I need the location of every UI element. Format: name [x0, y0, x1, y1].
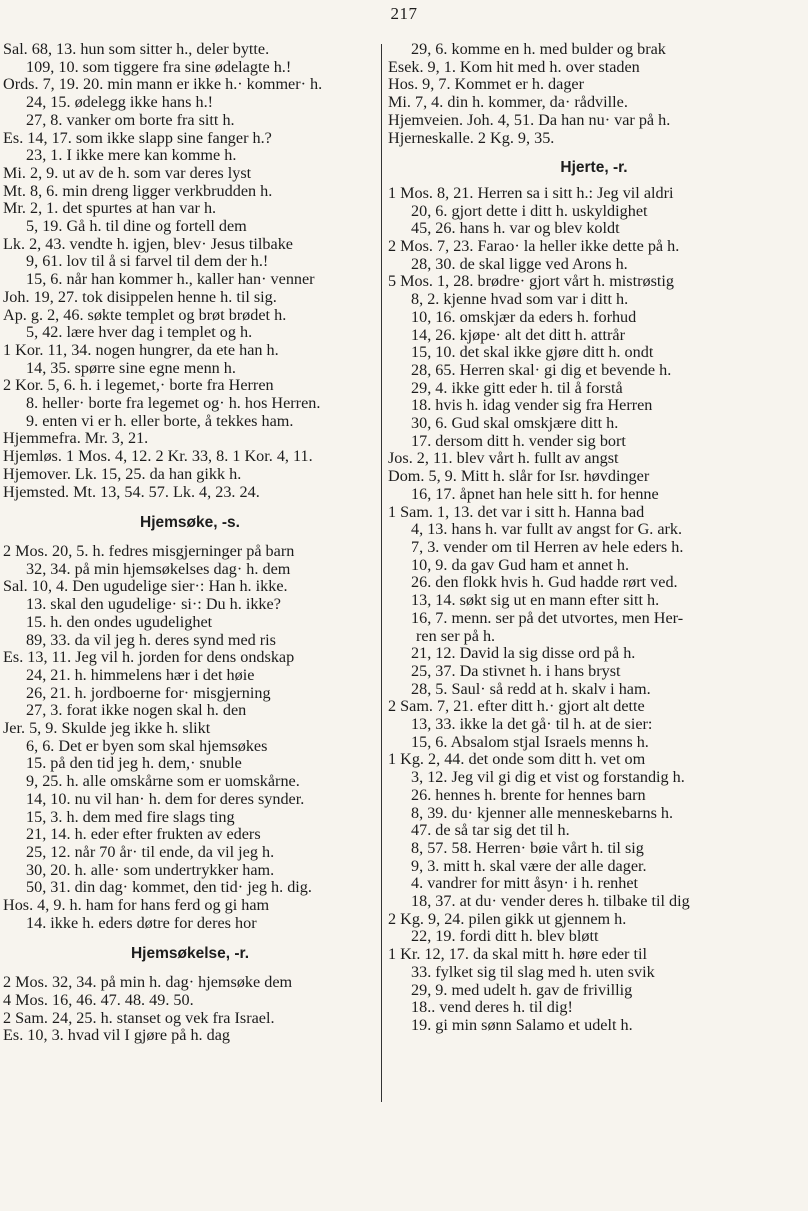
entry-line: 20, 6. gjort dette i ditt h. uskyldighet [411, 201, 648, 220]
entry-line: 14, 26. kjøpe· alt det ditt h. attrår [411, 325, 625, 344]
entry-line: 1 Sam. 1, 13. det var i sitt h. Hanna bad [388, 502, 645, 521]
entry-line: 15, 3. h. dem med fire slags ting [26, 807, 235, 826]
column-divider [381, 44, 382, 1102]
entry-line: 26. hennes h. brente for hennes barn [411, 785, 646, 804]
entry-line: 8, 57. 58. Herren· bøie vårt h. til sig [411, 838, 644, 857]
entry-line: 2 Mos. 7, 23. Farao· la heller ikke dette på h. [388, 237, 680, 256]
entry-line: 2 Kor. 5, 6. h. i legemet,· borte fra Herren [3, 376, 274, 395]
entry-line: Dom. 5, 9. Mitt h. slår for Isr. høvdinger [388, 467, 650, 486]
entry-line: 4, 13. hans h. var fullt av angst for G. ark. [411, 520, 683, 539]
entry-line: 1 Kg. 2, 44. det onde som ditt h. vet om [388, 750, 646, 769]
entry-line: 18. hvis h. idag vender sig fra Herren [411, 396, 653, 415]
entry-line: Sal. 10, 4. Den ugudelige sier·: Han h. ikke. [3, 577, 288, 596]
entry-line: Es. 13, 11. Jeg vil h. jorden for dens ondskap [3, 648, 295, 667]
entry-line: 15, 6. når han kommer h., kaller han· venner [26, 270, 315, 289]
entry-line: 6, 6. Det er byen som skal hjemsøkes [26, 736, 268, 755]
entry-line: 13, 14. søkt sig ut en mann efter sitt h. [411, 591, 660, 610]
page-number: 217 [390, 4, 418, 23]
entry-line: Jer. 5, 9. Skulde jeg ikke h. slikt [3, 719, 211, 738]
entry-line: Mt. 8, 6. min dreng ligger verkbrudden h. [3, 181, 273, 200]
entry-line: 33. fylket sig til slag med h. uten svik [411, 962, 655, 981]
entry-line: 24, 21. h. himmelens hær i det høie [26, 665, 255, 684]
entry-line: 5, 42. lære hver dag i templet og h. [26, 323, 253, 342]
entry-line: 30, 6. Gud skal omskjære ditt h. [411, 414, 619, 433]
entry-line: Lk. 2, 43. vendte h. igjen, blev· Jesus tilbake [3, 234, 293, 253]
entry-line: 2 Kg. 9, 24. pilen gikk ut gjennem h. [388, 909, 627, 928]
entry-line: 109, 10. som tiggere fra sine ødelagte h.! [26, 57, 292, 76]
entry-line: 29, 9. med udelt h. gav de frivillig [411, 980, 633, 999]
entry-line: 2 Mos. 32, 34. på min h. dag· hjemsøke dem [3, 973, 293, 992]
entry-line: 16, 7. menn. ser på det utvortes, men Her- [411, 608, 684, 627]
entry-line: Joh. 19, 27. tok disippelen henne h. til sig. [3, 287, 277, 306]
entry-line: 4. vandrer for mitt åsyn· i h. renhet [411, 874, 639, 893]
entry-line: 29, 6. komme en h. med bulder og brak [411, 40, 666, 58]
entry-line: 8. heller· borte fra legemet og· h. hos Herren. [26, 394, 321, 413]
entry-line: 2 Mos. 20, 5. h. fedres misgjerninger på barn [3, 541, 295, 560]
entry-line: Ap. g. 2, 46. søkte templet og brøt brødet h. [3, 305, 287, 324]
entry-line: Hjemsted. Mt. 13, 54. 57. Lk. 4, 23. 24. [3, 482, 260, 501]
entry-line: Es. 14, 17. som ikke slapp sine fanger h.? [3, 128, 272, 147]
entry-line: 2 Sam. 24, 25. h. stanset og vek fra Israel. [3, 1008, 275, 1027]
entry-line: 15, 6. Absalom stjal Israels menns h. [411, 732, 649, 751]
entry-line: 1 Kor. 11, 34. nogen hungrer, da ete han h. [3, 340, 279, 359]
left-column [3, 41, 377, 1045]
entry-line: Jos. 2, 11. blev vårt h. fullt av angst [388, 449, 619, 468]
entry-line: Hos. 4, 9. h. ham for hans ferd og gi ham [3, 896, 270, 915]
entry-line: 15. h. den ondes ugudelighet [26, 612, 213, 631]
entry-line: 10, 16. omskjær da eders h. forhud [411, 307, 637, 326]
entry-line: 14, 10. nu vil han· h. dem for deres synder. [26, 789, 305, 808]
entry-line: 8, 2. kjenne hvad som var i ditt h. [411, 290, 629, 309]
entry-line: 13. skal den ugudelige· si·: Du h. ikke? [26, 595, 281, 614]
entry-line: 28, 30. de skal ligge ved Arons h. [411, 254, 628, 273]
entry-line: 32, 34. på min hjemsøkelses dag· h. dem [26, 559, 291, 578]
entry-line: 25, 37. Da stivnet h. i hans bryst [411, 661, 621, 680]
entry-line: 14, 35. spørre sine egne menn h. [26, 358, 236, 377]
entry-line: Es. 10, 3. hvad vil I gjøre på h. dag [3, 1026, 231, 1045]
entry-line: Hjemmefra. Mr. 3, 21. [3, 429, 149, 448]
section-heading: Hjemsøkelse, -r. [130, 945, 250, 963]
entry-line: Hjemover. Lk. 15, 25. da han gikk h. [3, 464, 242, 483]
entry-line: 14. ikke h. eders døtre for deres hor [26, 913, 257, 932]
right-column [388, 41, 800, 1035]
entry-line: 3, 12. Jeg vil gi dig et vist og forstandig h. [411, 768, 685, 787]
entry-line: Hjerneskalle. 2 Kg. 9, 35. [388, 128, 555, 147]
entry-line: Mi. 2, 9. ut av de h. som var deres lyst [3, 163, 252, 182]
entry-line: 45, 26. hans h. var og blev koldt [411, 219, 620, 238]
entry-line: 28, 65. Herren skal· gi dig et bevende h. [411, 360, 672, 379]
entry-line: 13, 33. ikke la det gå· til h. at de sier: [411, 715, 653, 734]
entry-line: Hjemløs. 1 Mos. 4, 12. 2 Kr. 33, 8. 1 Kor. 4, 11. [3, 447, 313, 466]
entry-line: 50, 31. din dag· kommet, den tid· jeg h. dig. [26, 878, 312, 897]
entry-line: 7, 3. vender om til Herren av hele eders h. [411, 537, 684, 556]
entry-line: 5, 19. Gå h. til dine og fortell dem [26, 217, 247, 236]
entry-line: 16, 17. åpnet han hele sitt h. for henne [411, 484, 659, 503]
entry-line: 9. enten vi er h. eller borte, å tekkes ham. [26, 411, 294, 430]
entry-line: 29, 4. ikke gitt eder h. til å forstå [411, 378, 623, 397]
entry-line: 47. de så tar sig det til h. [411, 821, 570, 840]
entry-line: 8, 39. du· kjenner alle menneskebarns h. [411, 803, 674, 822]
entry-line: 18, 37. at du· vender deres h. tilbake til dig [411, 892, 690, 911]
entry-line: 21, 14. h. eder efter frukten av eders [26, 825, 261, 844]
entry-line: 15. på den tid jeg h. dem,· snuble [26, 754, 242, 773]
entry-line: 1 Mos. 8, 21. Herren sa i sitt h.: Jeg vil aldri [388, 183, 674, 202]
entry-line: 26, 21. h. jordboerne for· misgjerning [26, 683, 271, 702]
entry-line: Mi. 7, 4. din h. kommer, da· rådville. [388, 93, 628, 112]
entry-line: Hjemveien. Joh. 4, 51. Da han nu· var på h. [388, 110, 671, 129]
entry-line: 9, 3. mitt h. skal være der alle dager. [411, 856, 647, 875]
entry-line: 28, 5. Saul· så redd at h. skalv i ham. [411, 679, 651, 698]
entry-line: 27, 3. forat ikke nogen skal h. den [26, 701, 247, 720]
entry-line: 25, 12. når 70 år· til ende, da vil jeg h. [26, 842, 275, 861]
entry-line: 22, 19. fordi ditt h. blev bløtt [411, 927, 599, 946]
entry-line: 21, 12. David la sig disse ord på h. [411, 644, 636, 663]
section-heading: Hjemsøke, -s. [140, 514, 240, 532]
entry-line: 26. den flokk hvis h. Gud hadde rørt ved. [411, 573, 678, 592]
entry-line: Sal. 68, 13. hun som sitter h., deler bytte. [3, 40, 270, 58]
entry-line: 19. gi min sønn Salamo et udelt h. [411, 1015, 633, 1034]
section-heading: Hjerte, -r. [560, 159, 628, 177]
entry-line: 9, 25. h. alle omskårne som er uomskårne. [26, 772, 300, 791]
entry-line: 2 Sam. 7, 21. efter ditt h.· gjort alt dette [388, 697, 645, 716]
entry-line: ren ser på h. [416, 626, 496, 645]
entry-line: 30, 20. h. alle· som undertrykker ham. [26, 860, 275, 879]
entry-line: 10, 9. da gav Gud ham et annet h. [411, 555, 630, 574]
entry-line: Ords. 7, 19. 20. min mann er ikke h.· kommer· h. [3, 75, 323, 94]
entry-line: 1 Kr. 12, 17. da skal mitt h. høre eder til [388, 945, 647, 964]
entry-line: 27, 8. vanker om borte fra sitt h. [26, 110, 235, 129]
entry-line: 4 Mos. 16, 46. 47. 48. 49. 50. [3, 990, 194, 1009]
entry-line: 23, 1. I ikke mere kan komme h. [26, 146, 237, 165]
entry-line: 9, 61. lov til å si farvel til dem der h.! [26, 252, 269, 271]
entry-line: 89, 33. da vil jeg h. deres synd med ris [26, 630, 276, 649]
entry-line: Mr. 2, 1. det spurtes at han var h. [3, 199, 217, 218]
entry-line: 5 Mos. 1, 28. brødre· gjort vårt h. mistrøstig [388, 272, 674, 291]
entry-line: 24, 15. ødelegg ikke hans h.! [26, 93, 214, 112]
entry-line: Esek. 9, 1. Kom hit med h. over staden [388, 57, 640, 76]
entry-line: Hos. 9, 7. Kommet er h. dager [388, 75, 585, 94]
entry-line: 18.. vend deres h. til dig! [411, 998, 573, 1017]
entry-line: 17. dersom ditt h. vender sig bort [411, 431, 626, 450]
entry-line: 15, 10. det skal ikke gjøre ditt h. ondt [411, 343, 654, 362]
